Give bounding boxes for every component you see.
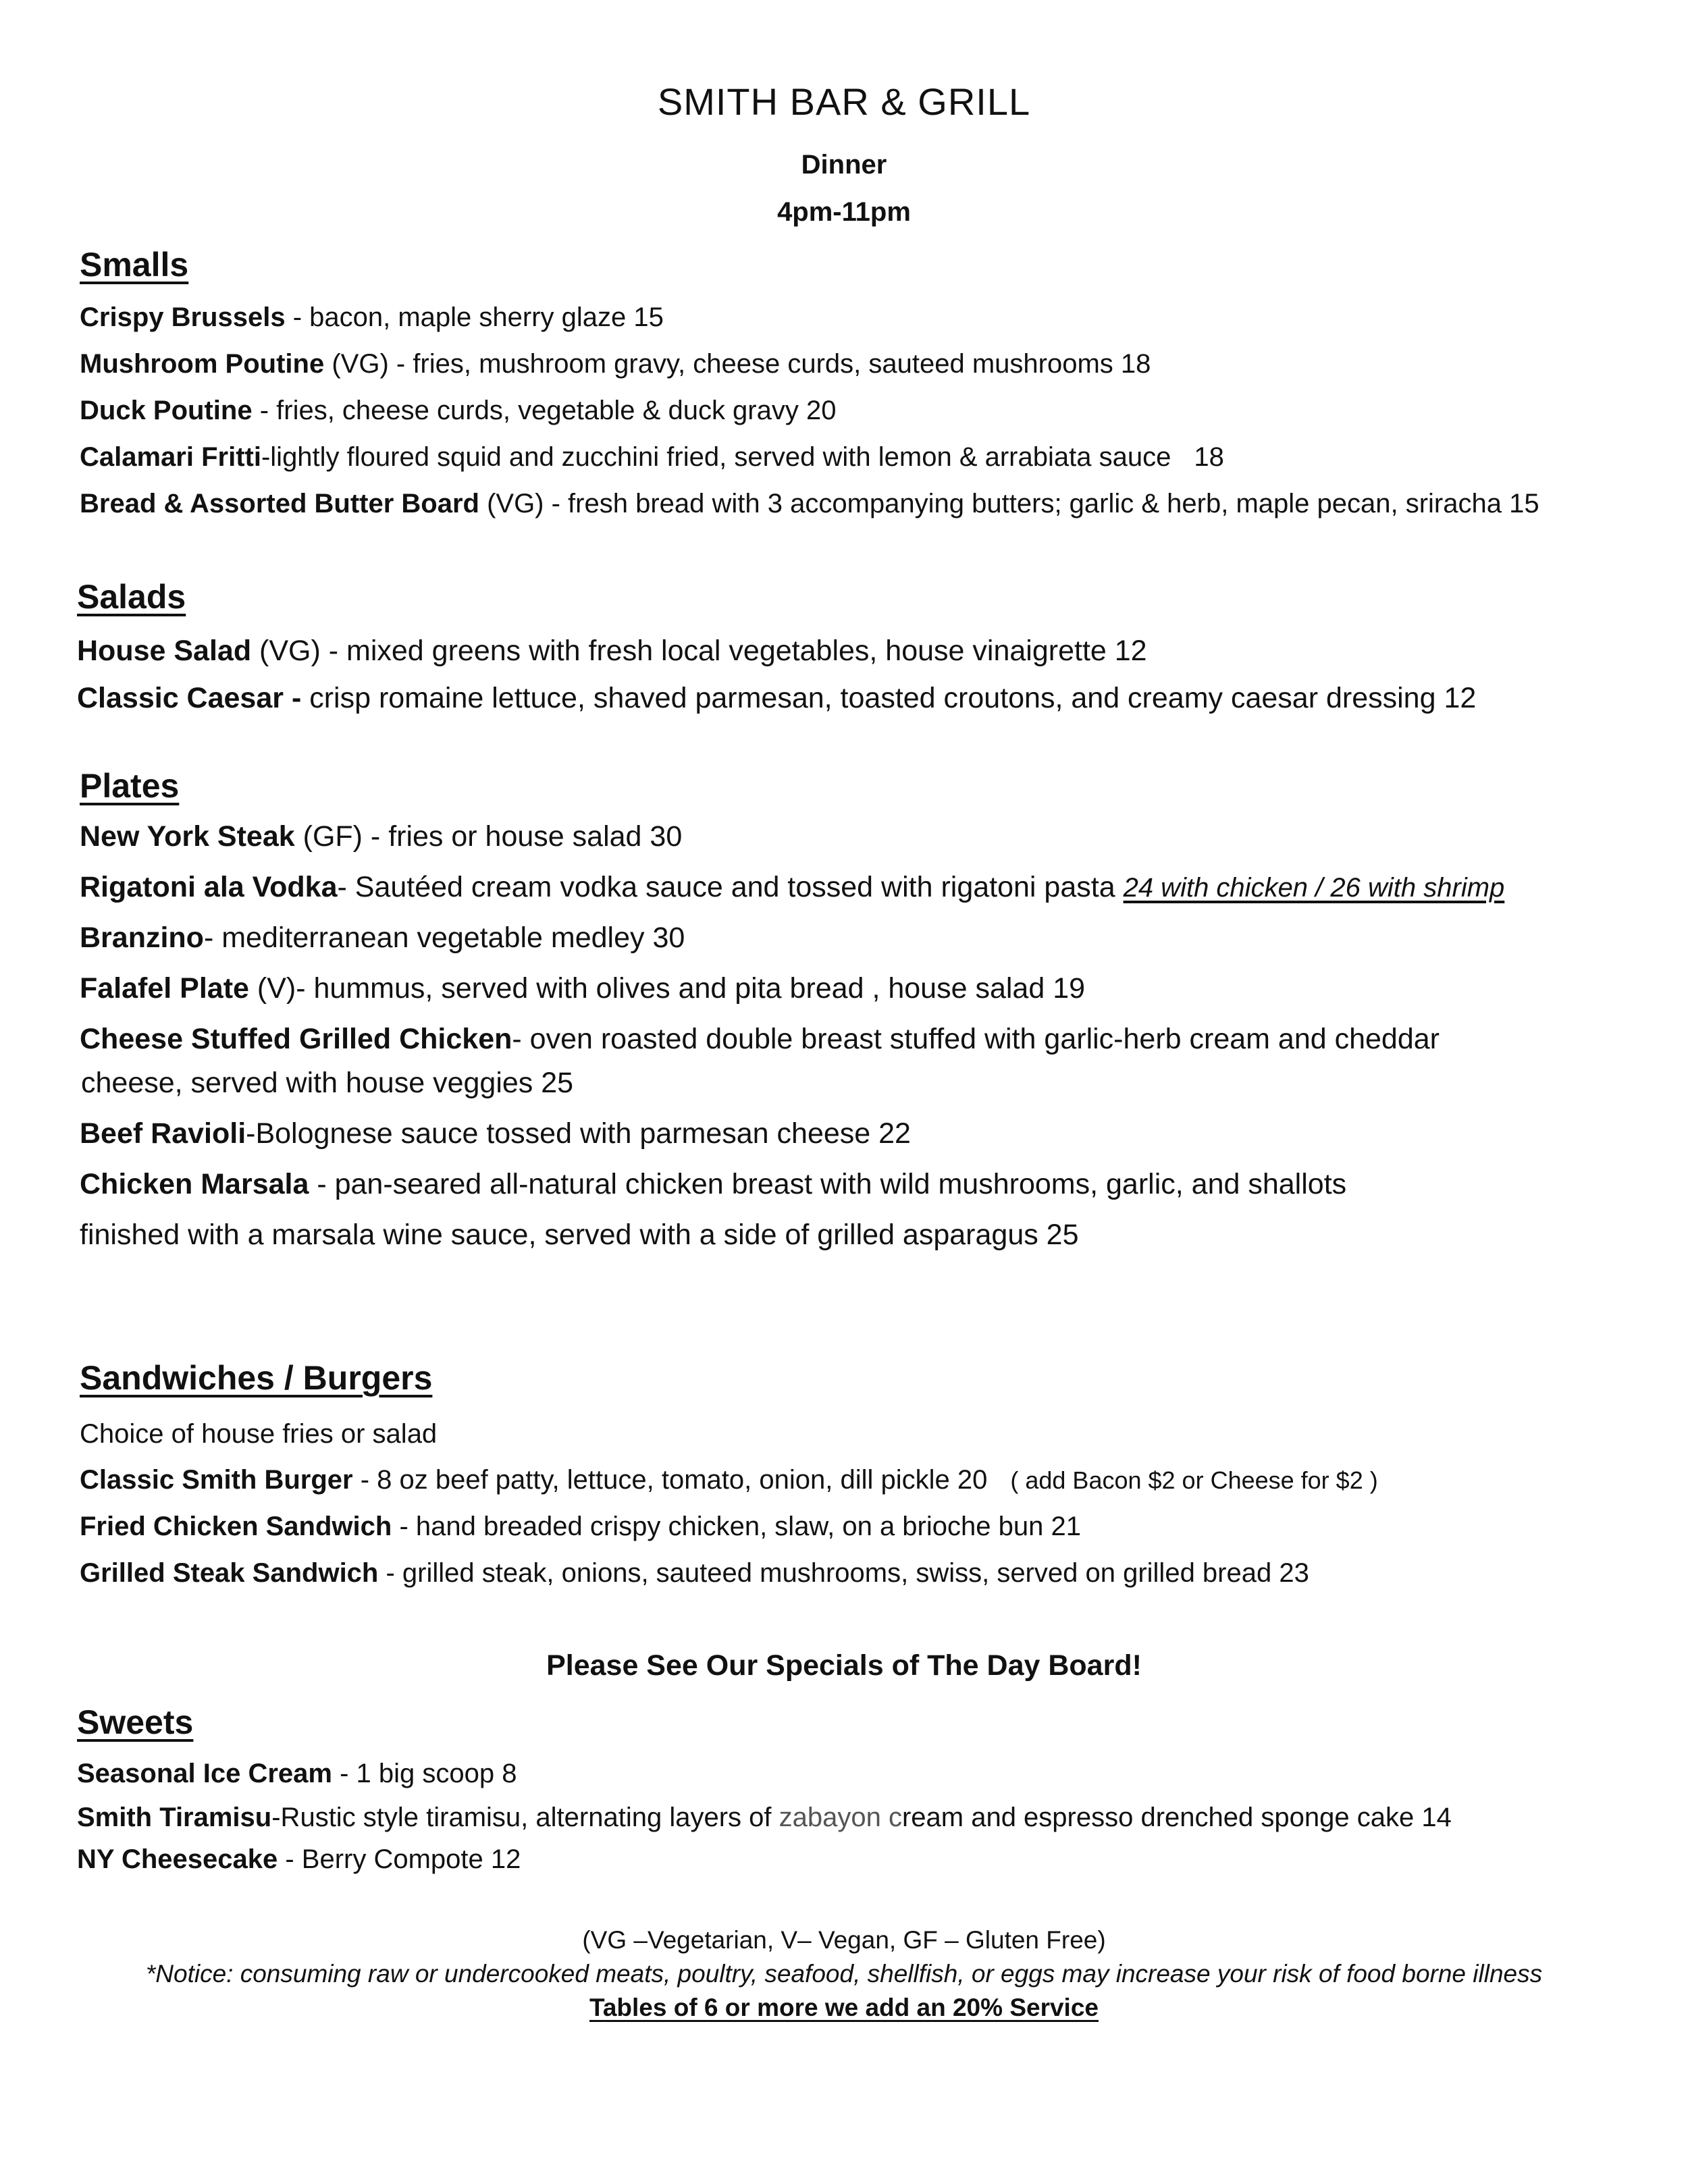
hours-label: 4pm-11pm [777, 197, 911, 227]
menu-item [80, 349, 1151, 379]
menu-item [77, 1803, 1452, 1833]
item-price: 18 [1194, 442, 1224, 472]
item-name: Duck Poutine [80, 396, 253, 425]
item-name: Branzino [80, 922, 204, 954]
item-name: New York Steak [80, 820, 295, 853]
item-desc: - Sautéed cream vodka sauce and tossed with rigatoni pasta [337, 871, 1124, 903]
item-desc: - 1 big scoop 8 [332, 1759, 517, 1788]
item-price-options: 24 with chicken / 26 with shrimp [1123, 873, 1505, 903]
item-desc: (VG) - mixed greens with fresh local vegetables, house vinaigrette 12 [251, 635, 1147, 667]
item-desc: -Bolognese sauce tossed with parmesan cheese 22 [246, 1117, 911, 1150]
item-desc: - oven roasted double breast stuffed with garlic-herb cream and cheddar [512, 1023, 1440, 1055]
menu-item [80, 972, 1085, 1005]
menu-item [80, 1512, 1081, 1542]
item-name: House Salad [77, 635, 252, 667]
item-desc: - mediterranean vegetable medley 30 [203, 922, 685, 954]
item-desc: - pan-seared all-natural chicken breast with wild mushrooms, garlic, and shallots [309, 1168, 1347, 1200]
item-name: Chicken Marsala [80, 1168, 309, 1200]
item-desc: -Rustic style tiramisu, alternating layers of [271, 1803, 779, 1832]
menu-item [80, 396, 836, 426]
item-name: Rigatoni ala Vodka [80, 871, 338, 903]
service-charge-note: Tables of 6 or more we add an 20% Service [589, 1994, 1099, 2021]
menu-item [80, 1168, 1346, 1201]
item-name: Classic Smith Burger [80, 1465, 353, 1495]
item-name: Fried Chicken Sandwich [80, 1512, 392, 1541]
item-name: Beef Ravioli [80, 1117, 246, 1150]
menu-item [80, 1117, 911, 1150]
item-name: Smith Tiramisu [77, 1803, 272, 1832]
item-desc: (GF) - fries or house salad 30 [294, 820, 683, 853]
menu-item [80, 489, 1539, 519]
item-desc: - 8 oz beef patty, lettuce, tomato, onion, dill pickle 20 [352, 1465, 988, 1495]
menu-item [80, 820, 682, 853]
menu-item [80, 871, 1504, 904]
item-name: Classic Caesar - [77, 682, 310, 714]
menu-item [77, 682, 1476, 715]
menu-item [80, 1465, 1378, 1495]
menu-item [77, 1844, 521, 1875]
section-heading-smalls: Smalls [80, 246, 189, 284]
menu-item [80, 442, 1224, 473]
item-desc: (VG) - fresh bread with 3 accompanying butters; garlic & herb, maple pecan, sriracha 15 [479, 489, 1539, 518]
item-name: Cheese Stuffed Grilled Chicken [80, 1023, 512, 1055]
item-name: Seasonal Ice Cream [77, 1759, 332, 1788]
menu-item [80, 1558, 1309, 1589]
item-name: NY Cheesecake [77, 1844, 278, 1874]
item-name: Falafel Plate [80, 972, 249, 1005]
section-heading-sandwiches: Sandwiches / Burgers [80, 1359, 433, 1397]
item-desc: - bacon, maple sherry glaze 15 [285, 302, 664, 332]
dietary-legend: (VG –Vegetarian, V– Vegan, GF – Gluten Free) [582, 1926, 1106, 1954]
item-desc: (VG) - fries, mushroom gravy, cheese curds, sauteed mushrooms 18 [324, 349, 1151, 379]
section-heading-plates: Plates [80, 767, 180, 805]
section-note: Choice of house fries or salad [80, 1419, 438, 1449]
item-name: Crispy Brussels [80, 302, 286, 332]
section-heading-salads: Salads [77, 578, 186, 616]
item-name: Bread & Assorted Butter Board [80, 489, 479, 518]
item-desc: - fries, cheese curds, vegetable & duck gravy 20 [252, 396, 837, 425]
item-name: Grilled Steak Sandwich [80, 1558, 379, 1588]
item-desc-highlight: zabayon c [779, 1803, 902, 1832]
menu-item [77, 635, 1147, 668]
menu-item [80, 922, 685, 955]
item-desc: -lightly floured squid and zucchini fried, served with lemon & arrabiata sauce [261, 442, 1171, 472]
meal-label: Dinner [801, 150, 887, 180]
menu-item-continued: cheese, served with house veggies 25 [81, 1067, 574, 1099]
item-name: Calamari Fritti [80, 442, 261, 472]
item-desc: - grilled steak, onions, sauteed mushrooms, swiss, served on grilled bread 23 [378, 1558, 1309, 1588]
section-heading-sweets: Sweets [77, 1703, 194, 1741]
specials-banner: Please See Our Specials of The Day Board! [546, 1649, 1142, 1682]
menu-item [80, 1023, 1440, 1056]
item-desc: ream and espresso drenched sponge cake 14 [901, 1803, 1452, 1832]
menu-item-continued: finished with a marsala wine sauce, served with a side of grilled asparagus 25 [80, 1219, 1079, 1251]
item-name: Mushroom Poutine [80, 349, 325, 379]
menu-item [77, 1759, 517, 1789]
item-desc: crisp romaine lettuce, shaved parmesan, toasted croutons, and creamy caesar dressing 12 [309, 682, 1477, 714]
menu-item [80, 302, 664, 333]
item-addon: ( add Bacon $2 or Cheese for $2 ) [1010, 1466, 1378, 1494]
item-desc: (V)- hummus, served with olives and pita bread , house salad 19 [248, 972, 1086, 1005]
restaurant-name: SMITH BAR & GRILL [657, 80, 1031, 123]
item-desc: - Berry Compote 12 [278, 1844, 521, 1874]
item-desc: - hand breaded crispy chicken, slaw, on a brioche bun 21 [392, 1512, 1081, 1541]
health-notice: *Notice: consuming raw or undercooked meats, poultry, seafood, shellfish, or eggs may increase your risk of food borne illness [145, 1960, 1543, 1988]
